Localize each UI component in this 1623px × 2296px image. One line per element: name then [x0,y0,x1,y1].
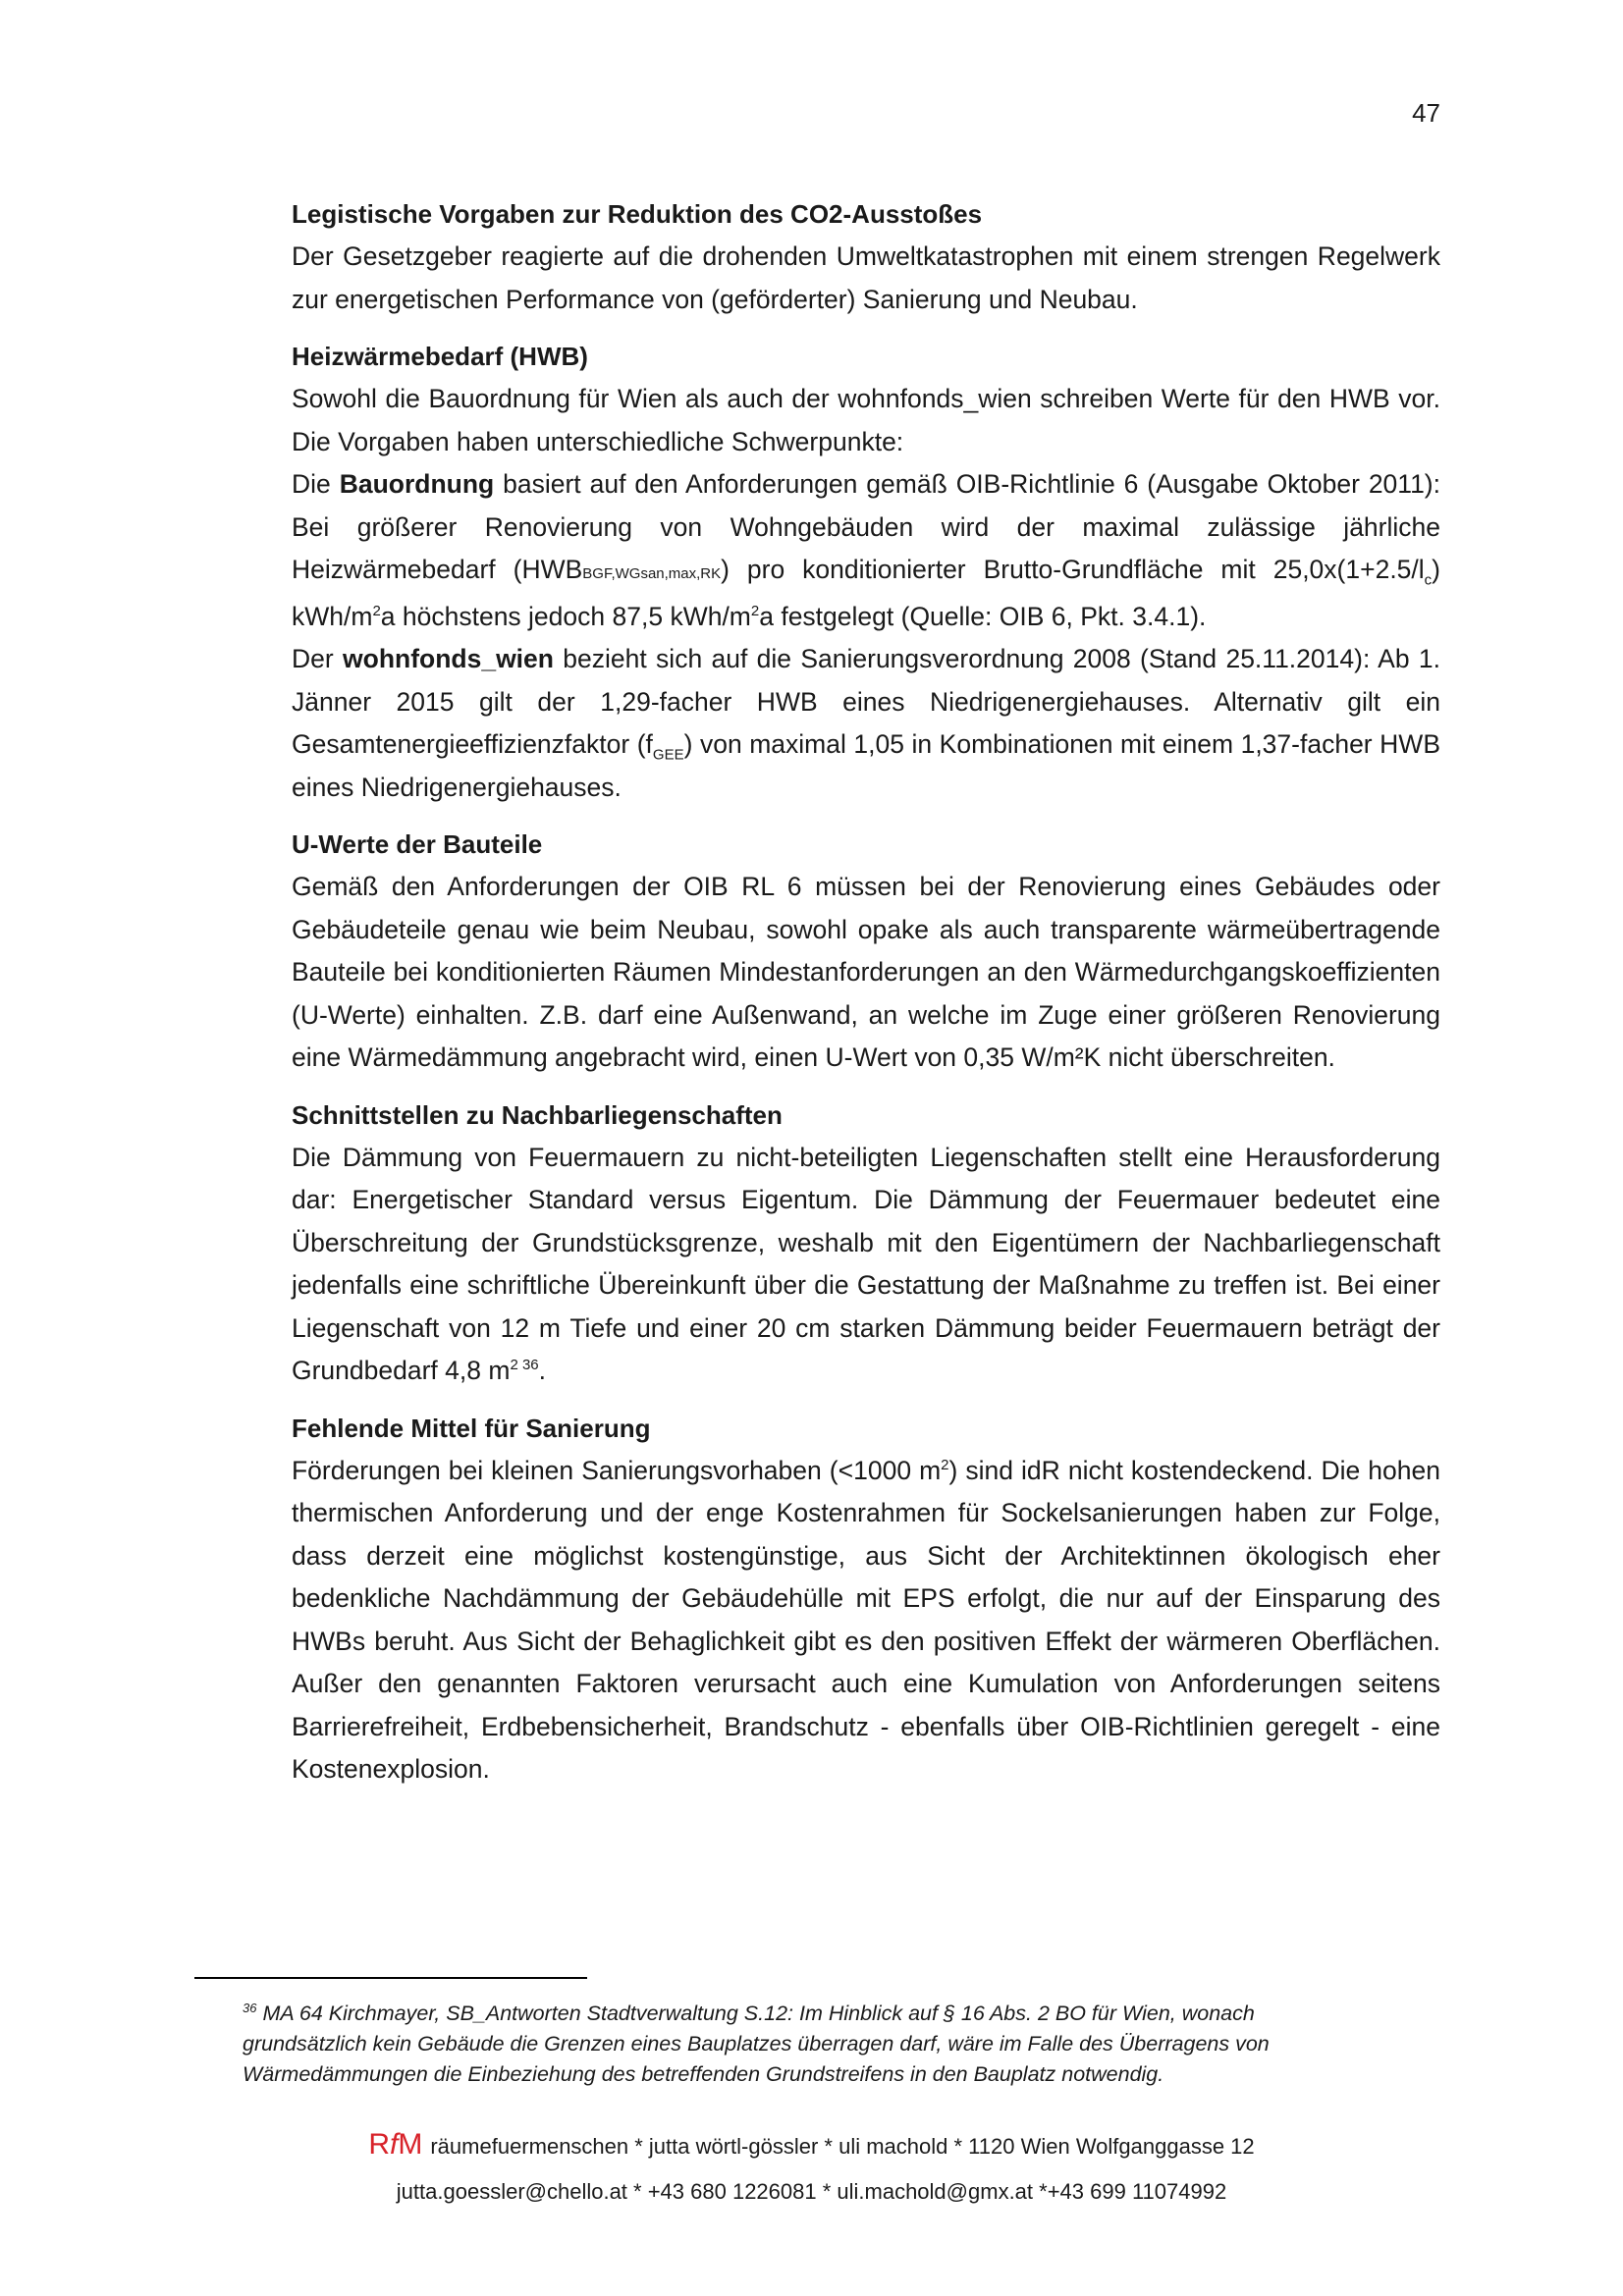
subscript: BGF,WGsan,max,RK [582,565,722,582]
section-hwb [292,335,1440,809]
rfm-logo: RfM [368,2128,423,2161]
section-mittel [292,1407,1440,1791]
footer-address [0,2128,1623,2162]
superscript: 2 [750,602,760,619]
section-nachbar [292,1094,1440,1393]
section-heading: U-Werte der Bauteile [292,829,543,859]
section-co2 [292,192,1440,321]
footnote [243,1999,1332,2090]
bold-term: wohnfonds_wien [343,644,554,673]
footnote-number: 36 [243,2000,257,2015]
superscript: 2 [941,1456,949,1473]
section-heading: Heizwärmebedarf (HWB) [292,342,588,371]
section-heading: Schnittstellen zu Nachbarliegenschaften [292,1099,783,1130]
main-content [292,192,1440,1805]
subscript: c [1424,571,1433,589]
paragraph: Die Dämmung von Feuermauern zu nicht-beteiligten Liegenschaften stellt eine Herausforderung dar: Energetischer Standard versus Eigentum. Die Dämmung der Feuermauer bedeutet eine Überschreitung der Grundstücksgrenze, weshalb mit den Eigentümern der Nachbarliegenschaft jedenfalls eine schriftliche Übereinkunft über die Gestattung der Maßnahme zu treffen ist. Bei einer Liegenschaft von 12 m Tiefe und einer 20 cm starken Dämmung beider Feuermauern beträgt der Grundbedarf 4,8 $m^{2 36}$. [292,1142,1440,1385]
bold-term: Bauordnung [339,469,495,499]
paragraph-wohnfonds: Der wohnfonds_wien bezieht sich auf die Sanierungsverordnung 2008 (Stand 25.11.2014): Ab 1. Jänner 2015 gilt der 1,29-facher HWB eines Niedrigenergiehauses. Alternativ gilt ein Gesamtenergieeffizienzfaktor $(f_{GEE})$ von maximal 1,05 in Kombinationen mit einem 1,37-facher HWB eines Niedrigenergiehauses. [292,644,1440,802]
subscript: GEE [652,746,684,764]
section-heading: Legistische Vorgaben zur Reduktion des CO2-Ausstoßes [292,199,983,229]
section-heading: Fehlende Mittel für Sanierung [292,1413,651,1443]
footnote-reference[interactable]: 2 36 [510,1357,539,1374]
paragraph: Sowohl die Bauordnung für Wien als auch der wohnfonds_wien schreiben Werte für den HWB vor. Die Vorgaben haben unterschiedliche Schwerpunkte: [292,384,1440,456]
footnote-text: MA 64 Kirchmayer, SB_Antworten Stadtverwaltung S.12: Im Hinblick auf § 16 Abs. 2 BO für Wien, wonach grundsätzlich kein Gebäude die Grenzen eines Bauplatzes überragen darf, wäre im Falle des Überragens von Wärmedämmungen die Einbeziehung des betreffenden Grundstreifens in den Bauplatz notwendig. [243,2002,1270,2086]
superscript: 2 [372,602,381,619]
page-number: 47 [1412,98,1440,128]
paragraph: Förderungen bei kleinen Sanierungsvorhaben (<1000 $m^2$) sind idR nicht kostendeckend. Die hohen thermischen Anforderung und der enge Kostenrahmen für Sockelsanierungen haben zur Folge, dass derzeit eine möglichst kostengünstige, aus Sicht der Architektinnen ökologisch eher bedenkliche Nachdämmung der Gebäudehülle mit EPS erfolgt, die nur auf der Einsparung des HWBs beruht. Aus Sicht der Behaglichkeit gibt es den positiven Effekt der wärmeren Oberflächen. Außer den genannten Faktoren verursacht auch eine Kumulation von Anforderungen seitens Barrierefreiheit, Erdbebensicherheit, Brandschutz - ebenfalls über OIB-Richtlinien geregelt - eine Kostenexplosion. [292,1455,1440,1784]
footnote-divider [194,1977,587,1979]
footer-line-1: räumefuermenschen * jutta wörtl-gössler * uli machold * 1120 Wien Wolfganggasse 12 [430,2134,1255,2159]
paragraph: Gemäß den Anforderungen der OIB RL 6 müssen bei der Renovierung eines Gebäudes oder Gebäudeteile genau wie beim Neubau, sowohl opake als auch transparente wärmeübertragende Bauteile bei konditionierten Räumen Mindestanforderungen an den Wärmedurchgangskoeffizienten (U-Werte) einhalten. Z.B. darf eine Außenwand, an welche im Zuge einer größeren Renovierung eine Wärmedämmung angebracht wird, einen U-Wert von 0,35 W/m²K nicht überschreiten. [292,872,1440,1072]
footer-contact: jutta.goessler@chello.at * +43 680 1226081 * uli.machold@gmx.at *+43 699 11074992 [396,2179,1227,2204]
paragraph: Der Gesetzgeber reagierte auf die drohenden Umweltkatastrophen mit einem strengen Regelwerk zur energetischen Performance von (geförderter) Sanierung und Neubau. [292,241,1440,314]
paragraph-bauordnung: Die Bauordnung basiert auf den Anforderungen gemäß OIB-Richtlinie 6 (Ausgabe Oktober 2011): Bei größerer Renovierung von Wohngebäuden wird der maximal zulässige jährliche Heizwärmebedarf (HWBBGF,WGsan,max,RK) pro konditionierter Brutto-Grundfläche mit $25,0x(1+2.5/l_c)$ kWh/$m^2a$ höchstens jedoch 87,5 kWh/$m^2a$ festgelegt (Quelle: OIB 6, Pkt. 3.4.1). [292,469,1440,631]
section-u-werte [292,823,1440,1080]
